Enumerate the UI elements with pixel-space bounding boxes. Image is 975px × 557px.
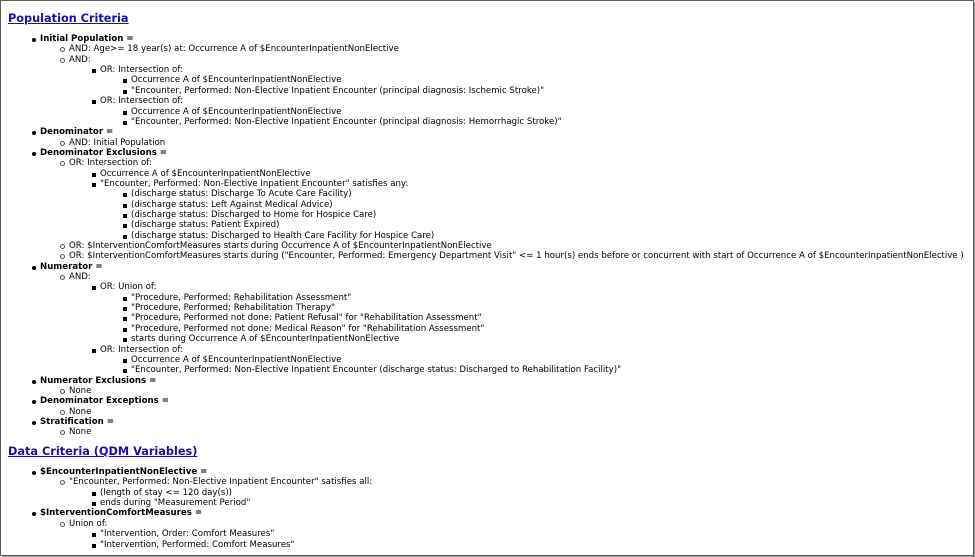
criteria-line: [40, 376, 156, 386]
bullet-icon: [123, 111, 127, 115]
criteria-text: Denominator Exceptions =: [40, 396, 169, 407]
criteria-text: Occurrence A of $EncounterInpatientNonElective: [131, 75, 342, 86]
criteria-line: [100, 488, 232, 498]
criteria-text: "Intervention, Performed: Comfort Measures": [100, 539, 295, 550]
criteria-text: (discharge status: Discharge To Acute Care Facility): [131, 189, 352, 200]
criteria-line: [40, 127, 113, 137]
criteria-line: [100, 498, 250, 508]
criteria-line: [131, 231, 434, 241]
criteria-text: (discharge status: Discharged to Home for Hospice Care): [131, 209, 377, 220]
bullet-icon: [123, 297, 127, 301]
criteria-text: Denominator Exclusions =: [40, 147, 168, 158]
criteria-line: [69, 251, 964, 261]
criteria-line: [131, 107, 342, 117]
criteria-text: "Encounter, Performed: Non-Elective Inpatient Encounter (principal diagnosis: Hemorrhagic Stroke)": [131, 116, 562, 127]
criteria-text: Initial Population =: [40, 34, 134, 44]
criteria-text: OR: Intersection of:: [69, 158, 152, 169]
criteria-text: "Procedure, Performed not done: Patient Refusal" for "Rehabilitation Assessment": [131, 313, 482, 324]
bullet-icon: [60, 430, 65, 435]
criteria-text: "Procedure, Performed not done: Medical Reason" for "Rehabilitation Assessment": [131, 323, 485, 334]
criteria-text: "Intervention, Order: Comfort Measures": [100, 529, 275, 540]
criteria-line: [40, 467, 207, 477]
criteria-line: [69, 158, 152, 168]
criteria-line: [40, 34, 134, 44]
bullet-icon: [92, 544, 96, 548]
bullet-icon: [60, 410, 65, 415]
criteria-text: ends during "Measurement Period": [100, 498, 251, 509]
criteria-text: Denominator =: [40, 127, 114, 138]
criteria-line: [69, 477, 372, 487]
criteria-line: [131, 365, 621, 375]
criteria-line: [131, 293, 351, 303]
criteria-line: [69, 407, 91, 417]
bullet-icon: [123, 79, 127, 83]
criteria-line: [131, 75, 342, 85]
criteria-text: (length of stay <= 120 day(s)): [100, 487, 233, 498]
bullet-icon: [92, 533, 96, 537]
criteria-text: starts during Occurrence A of $EncounterInpatientNonElective: [131, 334, 400, 345]
criteria-line: [131, 189, 352, 199]
bullet-icon: [92, 349, 96, 353]
criteria-line: [69, 272, 91, 282]
bullet-icon: [92, 502, 96, 506]
criteria-line: [131, 86, 544, 96]
bullet-icon: [123, 193, 127, 197]
criteria-line: [131, 324, 484, 334]
criteria-text: Occurrence A of $EncounterInpatientNonElective: [131, 106, 342, 117]
criteria-text: "Procedure, Performed: Rehabilitation Therapy": [131, 303, 336, 314]
criteria-line: [69, 386, 91, 396]
criteria-line: [69, 519, 107, 529]
criteria-text: None: [69, 427, 92, 438]
bullet-icon: [60, 141, 65, 146]
bullet-icon: [92, 173, 96, 177]
bullet-icon: [92, 183, 96, 187]
criteria-text: OR: Intersection of:: [100, 65, 183, 75]
bullet-icon: [92, 100, 96, 104]
criteria-text: AND:: [69, 54, 91, 65]
criteria-text: $InterventionComfortMeasures =: [40, 508, 203, 519]
criteria-text: AND:: [69, 272, 91, 282]
criteria-text: "Encounter, Performed: Non-Elective Inpatient Encounter" satisfies all:: [69, 477, 373, 488]
criteria-text: AND: Age>= 18 year(s) at: Occurrence A of $EncounterInpatientNonElective: [69, 44, 399, 55]
bullet-icon: [123, 338, 127, 342]
bullet-icon: [123, 204, 127, 208]
bullet-icon: [32, 471, 36, 475]
criteria-line: [100, 345, 183, 355]
bullet-icon: [123, 121, 127, 125]
bullet-icon: [60, 389, 65, 394]
criteria-line: [100, 540, 294, 550]
criteria-text: Occurrence A of $EncounterInpatientNonElective: [131, 354, 342, 365]
bullet-icon: [123, 317, 127, 321]
criteria-line: [69, 427, 91, 437]
criteria-line: [100, 179, 408, 189]
bullet-icon: [32, 400, 36, 404]
bullet-icon: [32, 512, 36, 516]
criteria-line: [100, 529, 274, 539]
criteria-text: "Procedure, Performed: Rehabilitation Assessment": [131, 292, 352, 303]
data-criteria-heading[interactable]: Data Criteria (QDM Variables): [8, 445, 198, 458]
criteria-line: [69, 138, 165, 148]
criteria-text: (discharge status: Patient Expired): [131, 220, 280, 231]
criteria-text: Occurrence A of $EncounterInpatientNonElective: [100, 168, 311, 179]
bullet-icon: [60, 275, 65, 280]
criteria-text: (discharge status: Left Against Medical Advice): [131, 199, 333, 210]
criteria-text: "Encounter, Performed: Non-Elective Inpatient Encounter (principal diagnosis: Ischemic Stroke)": [131, 85, 545, 96]
bullet-icon: [92, 286, 96, 290]
criteria-line: [131, 117, 562, 127]
criteria-text: (discharge status: Discharged to Health Care Facility for Hospice Care): [131, 230, 435, 241]
bullet-icon: [123, 224, 127, 228]
bullet-icon: [60, 47, 65, 52]
criteria-line: [131, 303, 335, 313]
criteria-text: Stratification =: [40, 416, 114, 427]
criteria-line: [100, 65, 183, 75]
criteria-line: [131, 200, 333, 210]
criteria-text: OR: Intersection of:: [100, 96, 183, 107]
criteria-line: [69, 241, 492, 251]
bullet-icon: [60, 161, 65, 166]
bullet-icon: [123, 235, 127, 239]
criteria-line: [131, 210, 376, 220]
bullet-icon: [123, 328, 127, 332]
bullet-icon: [123, 90, 127, 94]
criteria-line: [131, 313, 482, 323]
bullet-icon: [60, 254, 65, 259]
bullet-icon: [123, 307, 127, 311]
bullet-icon: [92, 492, 96, 496]
criteria-text: None: [69, 406, 92, 417]
criteria-text: OR: $InterventionComfortMeasures starts during ("Encounter, Performed: Emergency Department Visit" <= 1 hour(s) ends before or concurrent with start of Occurrence A of $EncounterInpatientNonElective ): [69, 251, 964, 262]
bullet-icon: [32, 152, 36, 156]
criteria-line: [40, 262, 103, 272]
criteria-text: $EncounterInpatientNonElective =: [40, 467, 208, 477]
criteria-text: OR: $InterventionComfortMeasures starts during Occurrence A of $EncounterInpatientNonElective: [69, 241, 492, 251]
bullet-icon: [32, 421, 36, 425]
criteria-line: [100, 169, 311, 179]
criteria-line: [131, 334, 399, 344]
bullet-icon: [32, 266, 36, 270]
bullet-icon: [32, 131, 36, 135]
criteria-text: OR: Intersection of:: [100, 344, 183, 355]
criteria-line: [131, 355, 342, 365]
criteria-text: "Encounter, Performed: Non-Elective Inpatient Encounter" satisfies any:: [100, 178, 409, 189]
bullet-icon: [60, 480, 65, 485]
bullet-icon: [60, 244, 65, 249]
criteria-text: OR: Union of:: [100, 282, 157, 293]
criteria-text: AND: Initial Population: [69, 137, 166, 148]
criteria-line: [40, 417, 114, 427]
criteria-text: Numerator =: [40, 261, 103, 272]
bullet-icon: [60, 58, 65, 63]
bullet-icon: [60, 522, 65, 527]
criteria-line: [100, 282, 157, 292]
criteria-text: Union of:: [69, 518, 108, 529]
bullet-icon: [32, 380, 36, 384]
bullet-icon: [123, 359, 127, 363]
criteria-line: [40, 508, 202, 518]
criteria-text: Numerator Exclusions =: [40, 375, 157, 386]
criteria-text: "Encounter, Performed: Non-Elective Inpatient Encounter (discharge status: Discharged to Rehabilitation Facility)": [131, 365, 622, 376]
criteria-line: [40, 396, 169, 406]
criteria-line: [131, 220, 279, 230]
bullet-icon: [32, 38, 36, 42]
bullet-icon: [123, 369, 127, 373]
criteria-line: [69, 44, 399, 54]
bullet-icon: [123, 214, 127, 218]
criteria-line: [40, 148, 167, 158]
criteria-line: [100, 96, 183, 106]
criteria-text: None: [69, 385, 92, 396]
population-criteria-heading[interactable]: Population Criteria: [8, 12, 129, 25]
criteria-line: [69, 55, 91, 65]
bullet-icon: [92, 69, 96, 73]
